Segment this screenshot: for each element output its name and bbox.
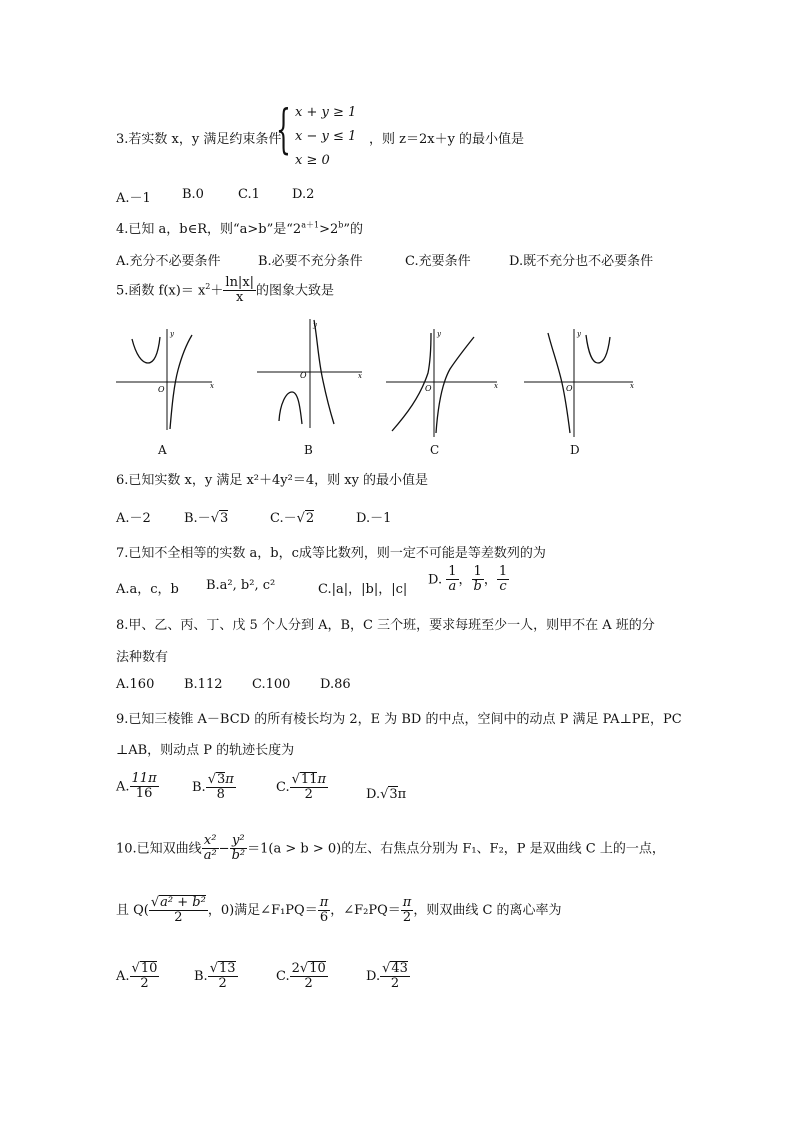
q10-line-2: [116, 895, 562, 926]
origin-label: O: [158, 385, 165, 394]
q9-option-b-pi: π: [225, 772, 234, 787]
q3-brace: {: [276, 100, 291, 160]
q5-label-d: D: [570, 443, 580, 457]
q9-line-2: ⊥AB，则动点 P 的轨迹长度为: [116, 743, 295, 758]
q9-option-c-frac: [290, 772, 328, 803]
q7-frac-a-den: a: [448, 579, 457, 595]
q10-option-d-radicand: 43: [391, 961, 408, 976]
q5-prefix: 5.函数 f(x)＝ x: [116, 283, 206, 299]
q10-option-b-den: 2: [218, 976, 227, 992]
q10-option-d-label: D.: [366, 968, 381, 984]
q10-ang1-den: 6: [319, 909, 329, 925]
q6-option-b: B.－√3: [184, 511, 229, 526]
y-label: y: [313, 321, 317, 329]
q7-frac-a-num: 1: [448, 564, 457, 579]
y-label: y: [437, 330, 441, 338]
q10-ang2-frac: [401, 896, 414, 926]
q10-option-c-num: 2√10: [291, 961, 326, 976]
q3-option-a: A.－1: [116, 191, 151, 206]
q7-option-b: B.a², b², c²: [206, 578, 276, 593]
q8-option-b: B.112: [184, 677, 223, 692]
q10-option-a-num: √10: [131, 961, 158, 976]
x-label: x: [210, 382, 214, 390]
q9-option-c-pi: π: [317, 772, 327, 787]
q3-option-b: B.0: [182, 187, 204, 202]
q9-option-d-pi: π: [397, 787, 407, 802]
q10-option-a-label: A.: [116, 968, 130, 984]
q4-option-b: B.必要不充分条件: [258, 254, 363, 269]
curve-left: [548, 333, 570, 433]
q9-option-a-num: 11π: [131, 771, 157, 786]
q3-option-d: D.2: [292, 187, 315, 202]
q3-suffix: ，则 z＝2x＋y 的最小值是: [369, 132, 525, 147]
q10-option-a-frac: [130, 961, 160, 992]
q10-option-a-radicand: 10: [140, 961, 158, 976]
q10-line2-d: ，则双曲线 C 的离心率为: [413, 902, 562, 918]
q7-frac-c-num: 1: [498, 564, 508, 579]
origin-label: O: [566, 384, 573, 393]
q4-text-c: ”的: [343, 222, 364, 237]
q4-option-c: C.充要条件: [405, 254, 471, 269]
q10-frac-2: [230, 834, 248, 864]
q10-ang1-frac: [318, 896, 331, 926]
q10-q-num: √a² + b²: [150, 895, 206, 910]
q7-comma-1: ，: [458, 572, 472, 588]
x-label: x: [630, 382, 634, 390]
q9-option-d-radicand: 3: [389, 787, 398, 802]
q6-option-b-radicand: 3: [219, 511, 229, 526]
q7-frac-c-den: c: [499, 579, 507, 595]
q9-option-a-den: 16: [135, 786, 153, 802]
q9-option-a-frac: [130, 772, 159, 802]
q7-option-a: A.a，c，b: [116, 582, 179, 597]
q4-text-b: >2: [319, 222, 339, 237]
q5-plus: ＋: [210, 283, 224, 299]
q9-option-a-label: A.: [116, 779, 130, 795]
q7-comma-2: ，: [483, 572, 497, 588]
q10-suffix: 的左、右焦点分别为 F₁、F₂，P 是双曲线 C 上的一点，: [341, 841, 665, 857]
q9-option-b-num: √3π: [207, 772, 234, 787]
q7-option-d: [428, 565, 509, 595]
q7-frac-b-den: b: [473, 579, 482, 595]
q4-option-a: A.充分不必要条件: [116, 254, 221, 269]
q10-option-d-den: 2: [390, 976, 400, 992]
q10-option-d-frac: [380, 961, 410, 992]
q4-sup2: b: [338, 220, 344, 230]
q10-line2-b: ，0)满足∠F₁PQ＝: [207, 902, 318, 918]
q8-option-c: C.100: [252, 677, 291, 692]
q10-option-b-num: √13: [209, 961, 236, 976]
q10-line-1: [116, 834, 665, 864]
curve-left: [279, 392, 302, 424]
q3-prefix: 3.若实数 x，y 满足约束条件: [116, 132, 282, 147]
q5-graph-b: [252, 316, 367, 431]
origin-label: O: [425, 384, 432, 393]
q10-option-b-label: B.: [194, 968, 208, 984]
q9-option-c-radicand: 11: [300, 772, 318, 787]
q7-frac-a: [446, 565, 458, 595]
q5-label-c: C: [430, 443, 440, 457]
q10-prefix: 10.已知双曲线: [116, 841, 202, 857]
q6-option-c-label: C.－: [270, 511, 297, 526]
q9-line-1: 9.已知三棱锥 A－BCD 的所有棱长均为 2，E 为 BD 的中点，空间中的动点 P 满足 PA⊥PE，PC: [116, 712, 682, 727]
q10-frac-1-num: x²: [202, 834, 219, 849]
q5-label-b: B: [304, 443, 313, 457]
q5-frac-num: ln|x|: [225, 275, 255, 290]
q10-option-c-radicand: 10: [309, 961, 326, 976]
q9-option-c-num: √11π: [291, 772, 327, 787]
curve-right: [586, 335, 610, 363]
y-label: y: [170, 330, 174, 338]
q10-option-b-radicand: 13: [218, 961, 236, 976]
q10-ang2-den: 2: [402, 909, 412, 925]
q10-q-radicand: a² + b²: [160, 895, 206, 910]
q5-graph-c: [382, 325, 502, 440]
q3-option-c: C.1: [238, 187, 260, 202]
x-label: x: [494, 382, 498, 390]
q10-ang1-num: π: [319, 894, 329, 910]
q9-option-c-label: C.: [276, 779, 290, 795]
q4-text-a: 4.已知 a，b∈R，则“a>b”是“2: [116, 222, 302, 237]
q9-option-c-den: 2: [304, 787, 313, 803]
q6-stem: 6.已知实数 x，y 满足 x²＋4y²＝4，则 xy 的最小值是: [116, 473, 429, 488]
q10-ang2-num: π: [402, 894, 412, 910]
q10-frac-2-den: b²: [231, 848, 246, 864]
q10-option-c-label: C.: [276, 968, 290, 984]
q10-q-frac: [149, 895, 208, 926]
q10-option-a: [116, 961, 159, 992]
q10-option-c-coef: 2: [291, 961, 300, 976]
q8-option-d: D.86: [320, 677, 351, 692]
q8-line-2: 法种数有: [116, 650, 169, 665]
q5-graph-d: [518, 325, 638, 440]
q10-option-b-frac: [208, 961, 238, 992]
q5-square: 2: [205, 281, 211, 291]
q10-option-c: [276, 961, 328, 992]
q10-q-den: 2: [174, 910, 183, 926]
q3-constraint-1: x + y ≥ 1: [295, 105, 357, 120]
q8-option-a: A.160: [116, 677, 155, 692]
q7-frac-b: [472, 565, 484, 595]
q6-option-b-label: B.－: [184, 511, 211, 526]
q10-line2-c: ，∠F₂PQ＝: [330, 902, 401, 918]
q4-sup1: a＋1: [301, 220, 320, 230]
q7-stem: 7.已知不全相等的实数 a，b，c成等比数列，则一定不可能是等差数列的为: [116, 546, 546, 561]
q9-option-b-frac: [206, 772, 236, 803]
q9-option-a: [116, 772, 159, 802]
curve-left: [132, 337, 160, 363]
y-label: y: [577, 330, 581, 338]
q5-suffix: 的图象大致是: [256, 283, 335, 299]
q5-label-a: A: [158, 443, 167, 457]
q5-stem: [116, 276, 334, 306]
q10-frac-1: [202, 834, 219, 864]
q5-fraction: [223, 276, 256, 306]
q9-option-d-label: D.: [366, 787, 381, 802]
q3-constraint-3: x ≥ 0: [295, 153, 330, 168]
q7-frac-b-num: 1: [472, 565, 484, 580]
q10-option-d-num: √43: [382, 961, 408, 976]
q3-constraint-2: x − y ≤ 1: [295, 129, 357, 144]
q9-option-b: [192, 772, 236, 803]
x-label: x: [358, 372, 362, 380]
q10-frac-1-den: a²: [203, 848, 217, 864]
q8-line-1: 8.甲、乙、丙、丁、戊 5 个人分到 A，B，C 三个班，要求每班至少一人，则甲不在 A 班的分: [116, 618, 655, 633]
q5-frac-den: x: [236, 290, 244, 306]
q10-option-c-den: 2: [304, 976, 313, 992]
q6-option-a: A.－2: [116, 511, 151, 526]
q10-option-a-den: 2: [140, 976, 149, 992]
q9-option-b-den: 8: [216, 787, 225, 803]
q10-option-b: [194, 961, 238, 992]
q9-option-d: D.√3π: [366, 787, 407, 802]
q10-minus: −: [218, 841, 230, 857]
q10-option-c-frac: [290, 961, 328, 992]
q5-graph-a: [112, 325, 222, 435]
q9-option-b-radicand: 3: [216, 772, 226, 787]
origin-label: O: [300, 371, 307, 380]
q6-option-c-radicand: 2: [305, 511, 315, 526]
q6-option-c: C.－√2: [270, 511, 315, 526]
curve-right: [436, 337, 474, 433]
q7-frac-c: [497, 565, 509, 595]
q10-eq: ＝1(a > b > 0): [247, 841, 342, 857]
q6-option-d: D.－1: [356, 511, 392, 526]
q10-frac-2-num: y²: [230, 834, 248, 849]
q7-option-c: C.|a|，|b|，|c|: [318, 582, 408, 597]
q9-option-c: [276, 772, 328, 803]
q10-option-d: [366, 961, 410, 992]
q9-option-b-label: B.: [192, 779, 206, 795]
q7-option-d-label: D.: [428, 572, 443, 588]
q4-option-d: D.既不充分也不必要条件: [509, 254, 654, 269]
q10-line2-a: 且 Q(: [116, 902, 149, 918]
q4-stem: [116, 218, 363, 237]
